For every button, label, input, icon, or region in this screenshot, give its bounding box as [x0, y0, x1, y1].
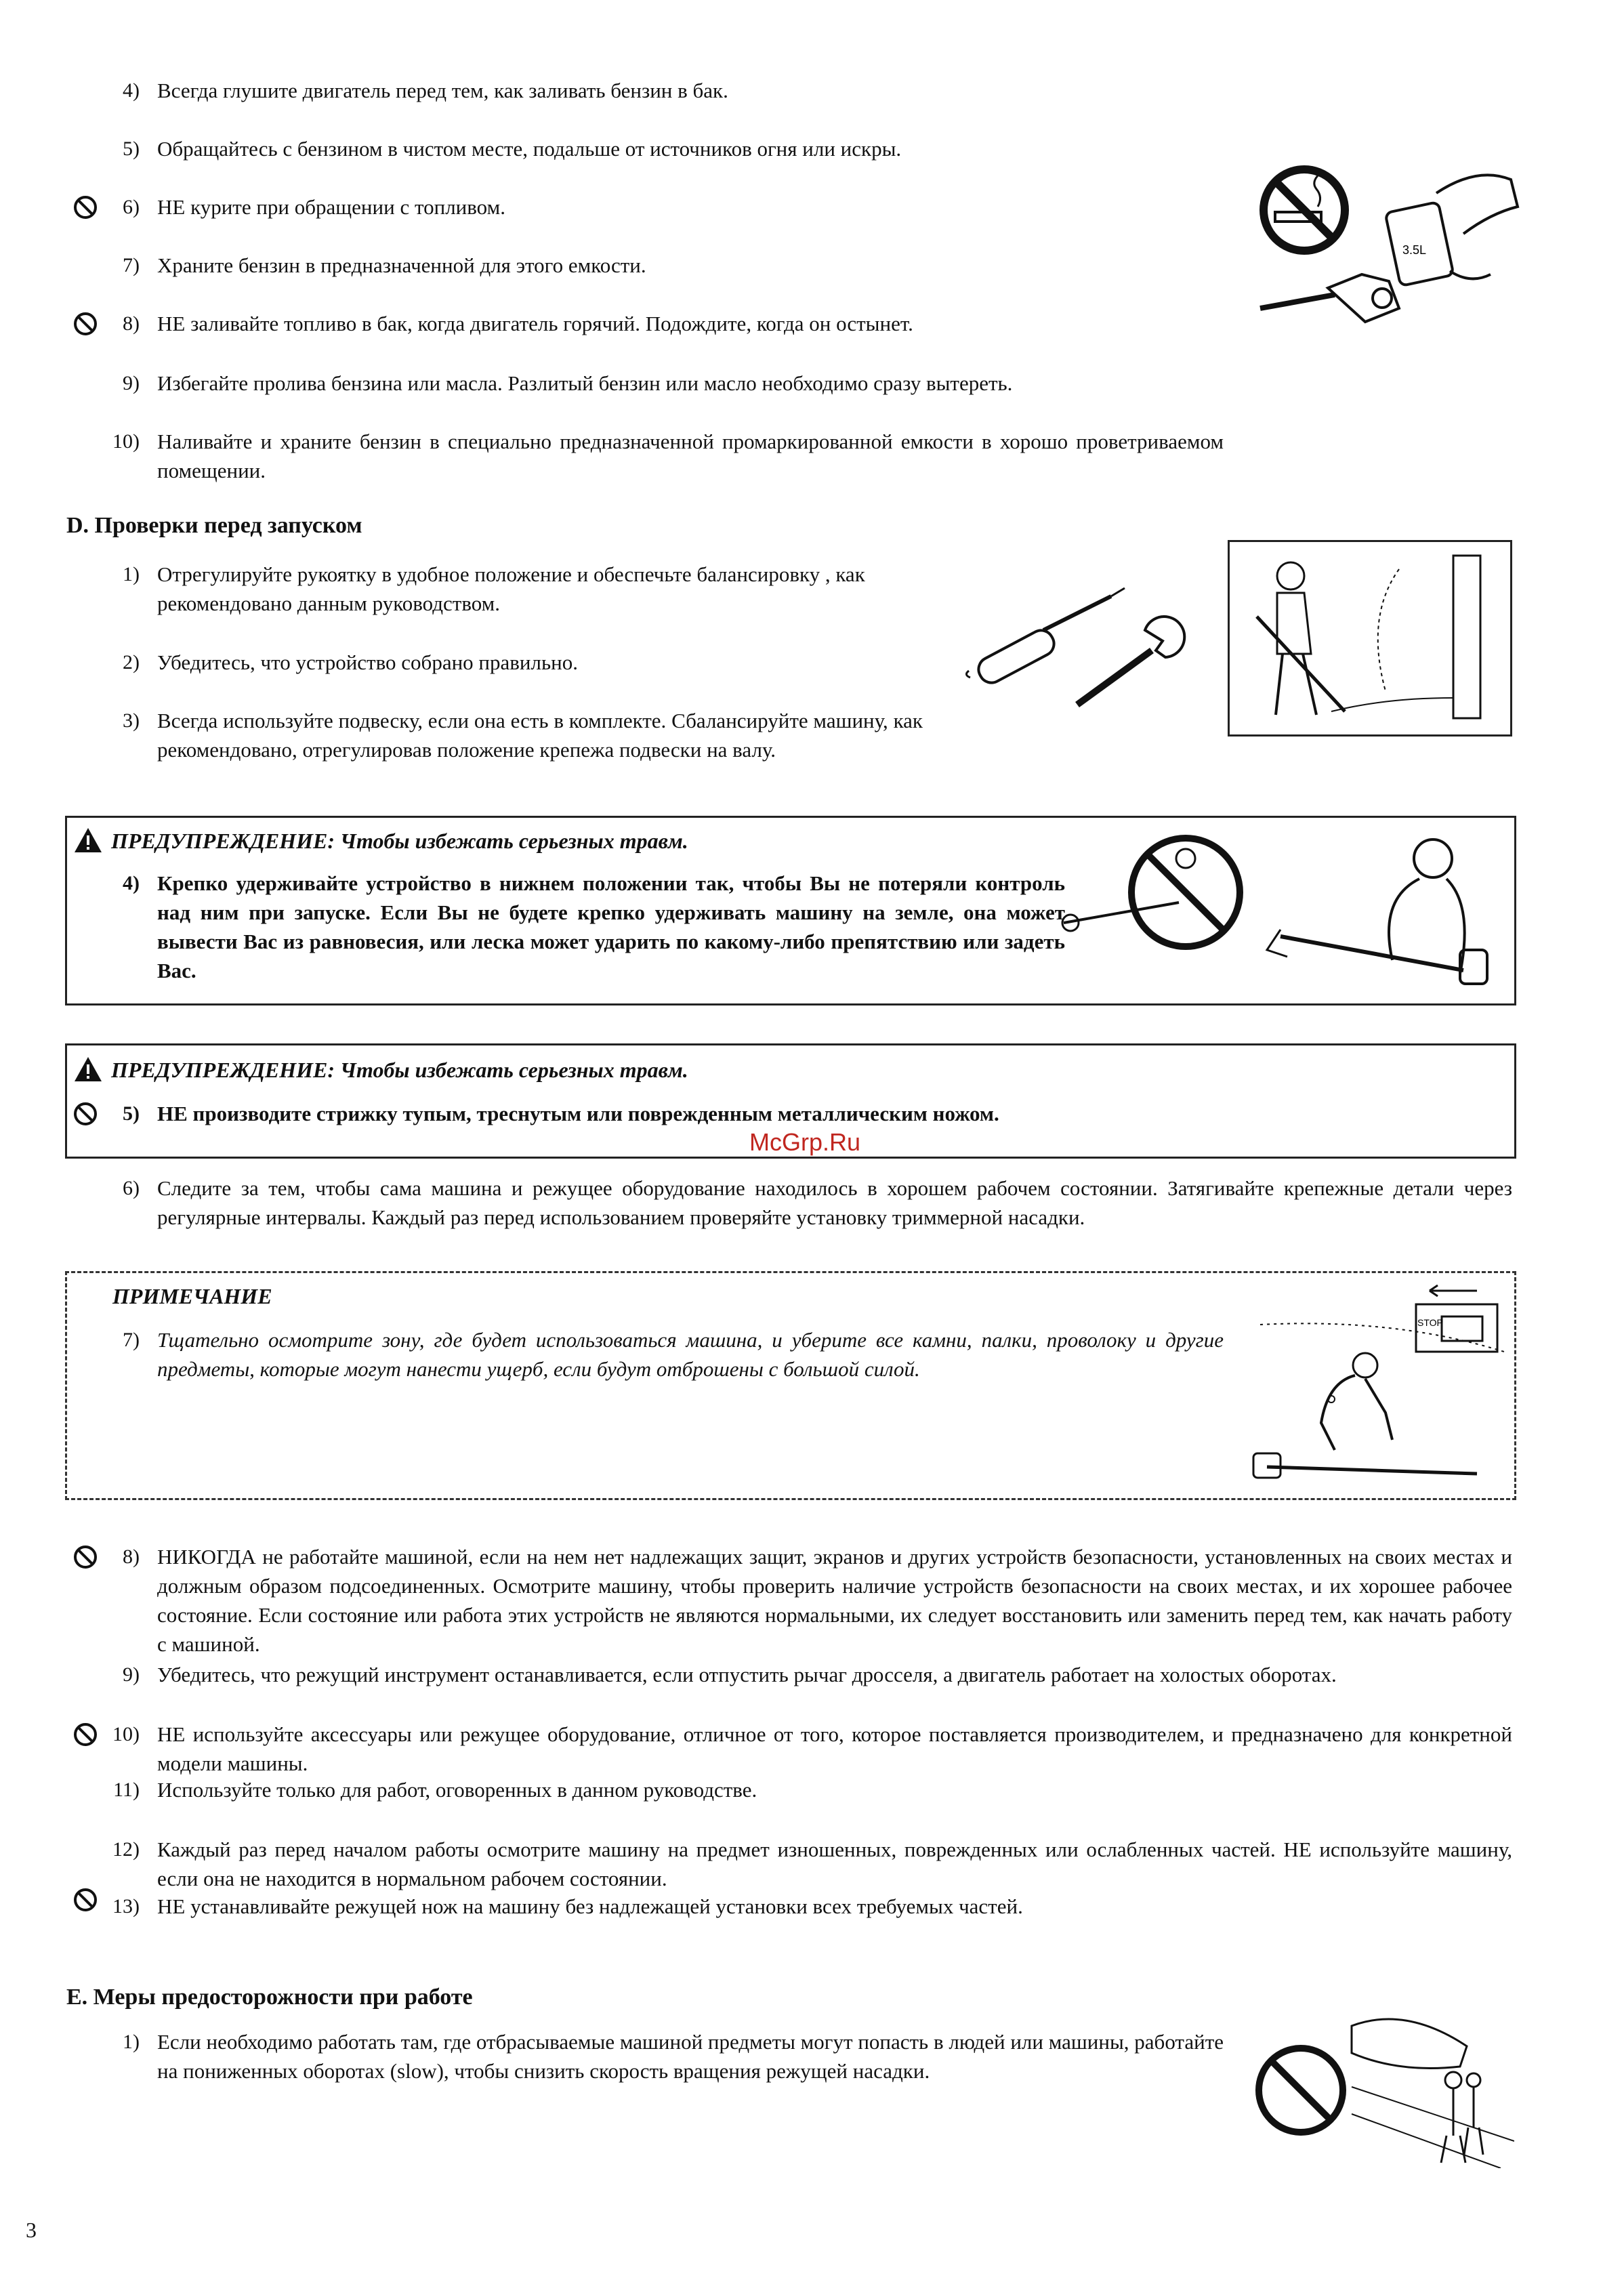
item-text: НЕ заливайте топливо в бак, когда двигатель горячий. Подождите, когда он остынет. [157, 312, 913, 335]
bystanders-illustration [1250, 2006, 1514, 2168]
item-text: Отрегулируйте рукоятку в удобное положение и обеспечьте балансировку , как рекомендовано данным руководством. [157, 562, 865, 615]
fuel-can-label: 3.5L [1402, 243, 1427, 257]
item-text: Храните бензин в предназначенной для этого емкости. [157, 253, 646, 277]
item-number: 11) [113, 1779, 140, 1801]
item-number: 8) [123, 312, 140, 335]
item-number: 9) [123, 372, 140, 394]
item-text: Крепко удерживайте устройство в нижнем положении так, чтобы Вы не потеряли контроль над ним при запуске. Если Вы не будете крепко удерживать машину на земле, она может вывести Вас из равновесия, или леска может ударить по какому-либо препятствию или задеть Вас. [157, 871, 1065, 982]
item-number: 3) [123, 709, 140, 732]
item-text: НИКОГДА не работайте машиной, если на нем нет надлежащих защит, экранов и других устройств безопасности, установленных на своих местах и должным образом подсоединенных. Осмотрите машину, чтобы проверить наличие устройств безопасности на своих местах, и их хорошее рабочее состояние. Если состояние или работа этих устройств не являются нормальными, их следует восстановить или заменить перед тем, как начать работу с машиной. [157, 1545, 1512, 1656]
item-text: НЕ производите стрижку тупым, треснутым или поврежденным металлическим ножом. [157, 1102, 999, 1125]
item-number: 2) [123, 651, 140, 673]
item-number: 6) [123, 196, 140, 218]
item-number: 9) [123, 1663, 140, 1686]
item-number: 10) [112, 1723, 140, 1745]
item-text: Избегайте пролива бензина или масла. Разлитый бензин или масло необходимо сразу вытереть. [157, 371, 1013, 395]
watermark: McGrp.Ru [749, 1128, 861, 1156]
section-e-heading: E. Меры предосторожности при работе [66, 1985, 473, 2010]
item-text: НЕ устанавливайте режущей нож на машину без надлежащей установки всех требуемых частей. [157, 1894, 1023, 1918]
item-number: 12) [112, 1838, 140, 1861]
no-smoking-fuel-illustration [1253, 152, 1524, 335]
item-text: Если необходимо работать там, где отбрасываемые машиной предметы могут попасть в людей или машины, работайте на пониженных оборотах (slow), чтобы снизить скорость вращения режущей насадки. [157, 2030, 1224, 2083]
item-text: Всегда используйте подвеску, если она есть в комплекте. Сбалансируйте машину, как рекомендовано, отрегулировав положение крепежа подвески на валу. [157, 709, 923, 762]
item-number: 7) [123, 1329, 140, 1351]
item-number: 7) [123, 254, 140, 276]
item-text: Тщательно осмотрите зону, где будет использоваться машина, и уберите все камни, палки, проволоку и другие предметы, которые могут нанести ущерб, если будут отброшены с большой силой. [157, 1328, 1224, 1381]
item-text: Обращайтесь с бензином в чистом месте, подальше от источников огня или искры. [157, 137, 902, 161]
item-number: 1) [123, 563, 140, 585]
stop-label: STOP [1417, 1317, 1443, 1328]
item-number: 4) [123, 79, 140, 102]
warning-triangle-icon [73, 1056, 103, 1083]
screwdriver-wrench-illustration [962, 569, 1192, 718]
item-number: 10) [112, 430, 140, 453]
operator-illustration-frame [1228, 540, 1512, 737]
item-number: 6) [123, 1177, 140, 1199]
warning-title: ПРЕДУПРЕЖДЕНИЕ: Чтобы избежать серьезных травм. [111, 829, 688, 853]
item-number: 1) [123, 2031, 140, 2053]
item-text: Следите за тем, чтобы сама машина и режущее оборудование находилось в хорошем рабочем состоянии. Затягивайте крепежные детали через регулярные интервалы. Каждый раз перед использованием проверяйте установку триммерной насадки. [157, 1176, 1512, 1229]
item-text: Убедитесь, что режущий инструмент останавливается, если отпустить рычаг дросселя, а двигатель работает на холостых оборотах. [157, 1663, 1337, 1686]
item-number: 5) [123, 1102, 140, 1125]
item-text: НЕ используйте аксессуары или режущее оборудование, отличное от того, которое поставляется производителем, и предназначено для конкретной модели машины. [157, 1722, 1512, 1775]
item-text: Всегда глушите двигатель перед тем, как заливать бензин в бак. [157, 79, 728, 102]
item-number: 13) [112, 1895, 140, 1917]
hold-machine-low-illustration [1057, 828, 1504, 997]
item-text: НЕ курите при обращении с топливом. [157, 195, 505, 219]
item-number: 5) [123, 138, 140, 160]
page-number: 3 [26, 2218, 37, 2242]
warning-triangle-icon [73, 827, 103, 854]
item-text: Каждый раз перед началом работы осмотрите машину на предмет изношенных, поврежденных или ослабленных частей. НЕ используйте машину, если она не находится в нормальном рабочем состоянии. [157, 1838, 1512, 1890]
note-title: ПРИМЕЧАНИЕ [112, 1284, 272, 1308]
item-text: Используйте только для работ, оговоренных в данном руководстве. [157, 1778, 757, 1802]
item-text: Наливайте и храните бензин в специально предназначенной промаркированной емкости в хорошо проветриваемом помещении. [157, 430, 1224, 482]
section-d-heading: D. Проверки перед запуском [66, 513, 362, 538]
operator-trimming-illustration [1230, 542, 1510, 734]
warning-title: ПРЕДУПРЕЖДЕНИЕ: Чтобы избежать серьезных травм. [111, 1058, 688, 1082]
item-number: 4) [123, 872, 140, 894]
clear-area-illustration [1247, 1284, 1511, 1494]
item-number: 8) [123, 1545, 140, 1568]
item-text: Убедитесь, что устройство собрано правильно. [157, 650, 578, 674]
